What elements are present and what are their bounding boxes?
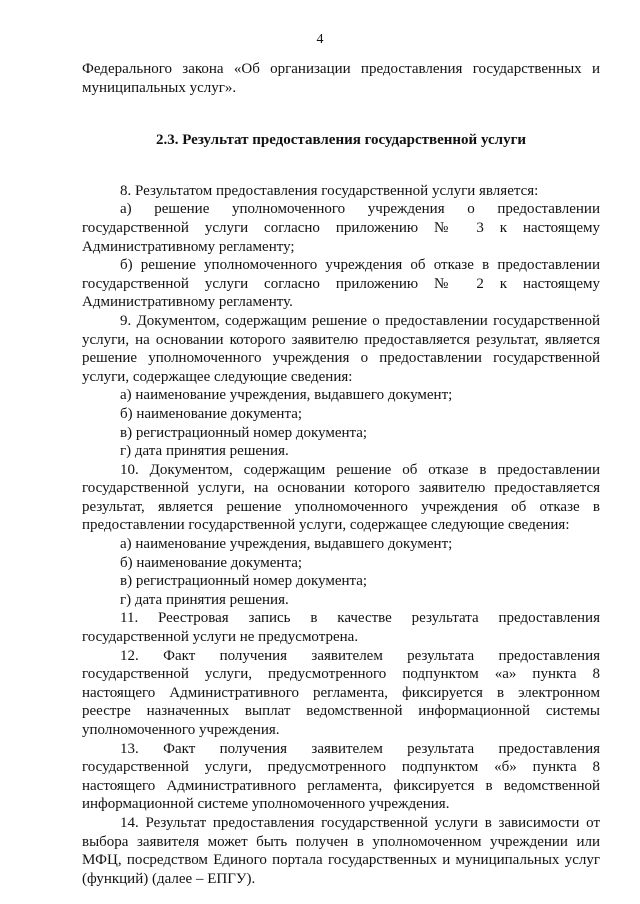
paragraph-9-item-c: в) регистрационный номер документа; bbox=[120, 424, 368, 441]
paragraph-11: 11. Реестровая запись в качестве результата предоставления государственной услуги не предусмотрена. bbox=[82, 610, 600, 646]
paragraph-10-item-d: г) дата принятия решения. bbox=[120, 591, 289, 608]
document-body bbox=[82, 60, 600, 888]
paragraph-8: 8. Результатом предоставления государственной услуги является: bbox=[120, 182, 539, 199]
paragraph-10-item-a: а) наименование учреждения, выдавшего документ; bbox=[120, 536, 453, 553]
page-number: 4 bbox=[316, 32, 324, 47]
paragraph-14: 14. Результат предоставления государственной услуги в зависимости от выбора заявителя может быть получен в уполномоченном учреждении или МФЦ, посредством Единого портала государственных и муниципальных услуг (функций) (далее – ЕПГУ). bbox=[82, 814, 600, 887]
section-heading: 2.3. Результат предоставления государственной услуги bbox=[155, 132, 527, 149]
paragraph-9-item-a: а) наименование учреждения, выдавшего документ; bbox=[120, 387, 453, 404]
paragraph-9-item-d: г) дата принятия решения. bbox=[120, 443, 289, 460]
paragraph-10: 10. Документом, содержащим решение об отказе в предоставлении государственной услуги, на основании которого заявителю предоставляется результат, является решение уполномоченного учреждения об отказе в предоставлении государственной услуги, содержащее следующие сведения: bbox=[82, 461, 600, 534]
paragraph-12: 12. Факт получения заявителем результата предоставления государственной услуги, предусмотренного подпунктом «а» пункта 8 настоящего Административного регламента, фиксируется в электронном реестре назначенных выплат ведомственной информационной системы уполномоченного учреждения. bbox=[82, 647, 600, 738]
paragraph-8b: б) решение уполномоченного учреждения об отказе в предоставлении государственной услуги согласно приложению № 2 к настоящему Административному регламенту. bbox=[82, 257, 600, 311]
paragraph-13: 13. Факт получения заявителем результата предоставления государственной услуги, предусмотренного подпунктом «б» пункта 8 настоящего Административного регламента, фиксируется в ведомственной информационной системе уполномоченного учреждения. bbox=[82, 740, 600, 813]
paragraph-10-item-b: б) наименование документа; bbox=[120, 554, 303, 571]
intro-paragraph: Федерального закона «Об организации предоставления государственных и муниципальных услуг». bbox=[82, 61, 600, 96]
paragraph-9: 9. Документом, содержащим решение о предоставлении государственной услуги, на основании которого заявителю предоставляется результат, является решение уполномоченного учреждения о предоставлении государственной услуги, содержащее следующие сведения: bbox=[82, 312, 600, 385]
paragraph-9-item-b: б) наименование документа; bbox=[120, 405, 303, 422]
paragraph-8a: а) решение уполномоченного учреждения о предоставлении государственной услуги согласно приложению № 3 к настоящему Административному регламенту; bbox=[82, 201, 600, 255]
paragraph-10-item-c: в) регистрационный номер документа; bbox=[120, 573, 368, 590]
